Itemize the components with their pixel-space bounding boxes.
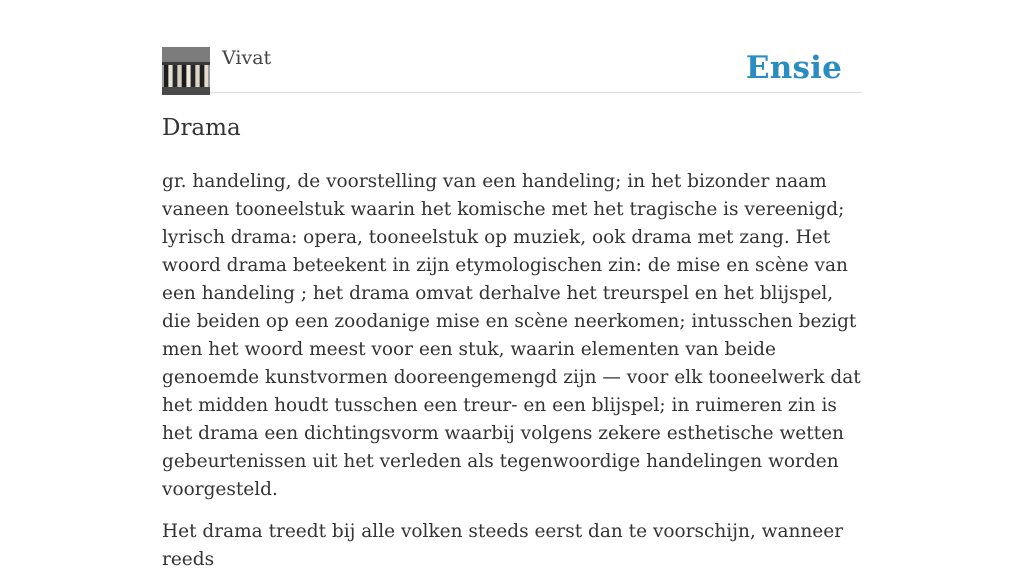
article-header — [162, 0, 862, 93]
book-spines-avatar-icon — [162, 47, 210, 95]
article-title: Drama — [162, 115, 241, 141]
article-page — [162, 0, 862, 570]
brand-logo[interactable]: Ensie — [745, 50, 842, 86]
article-body — [162, 168, 862, 588]
article-paragraph: gr. handeling, de voorstelling van een handeling; in het bizonder naam vaneen tooneelstuk waarin het komische met het tragische is vereenigd; lyrisch drama: opera, tooneelstuk op muziek, ook drama met zang. Het woord drama beteekent in zijn etymologischen zin: de mise en scène van een handeling ; het drama omvat derhalve het treurspel en het blijspel, die beiden op een zoodanige mise en scène neerkomen; intusschen bezigt men het woord meest voor een stuk, waarin elementen van beide genoemde kunstvormen dooreengemengd zijn — voor elk tooneelwerk dat het midden houdt tusschen een treur- en een blijspel; in ruimeren zin is het drama een dichtingsvorm waarbij volgens zekere esthetische wetten gebeurtenissen uit het verleden als tegenwoordige handelingen worden voorgesteld. — [162, 171, 861, 500]
article-paragraph: Het drama treedt bij alle volken steeds eerst dan te voorschijn, wanneer reeds — [162, 521, 844, 570]
author-name[interactable]: Vivat — [222, 47, 272, 69]
author-avatar[interactable] — [162, 47, 210, 95]
